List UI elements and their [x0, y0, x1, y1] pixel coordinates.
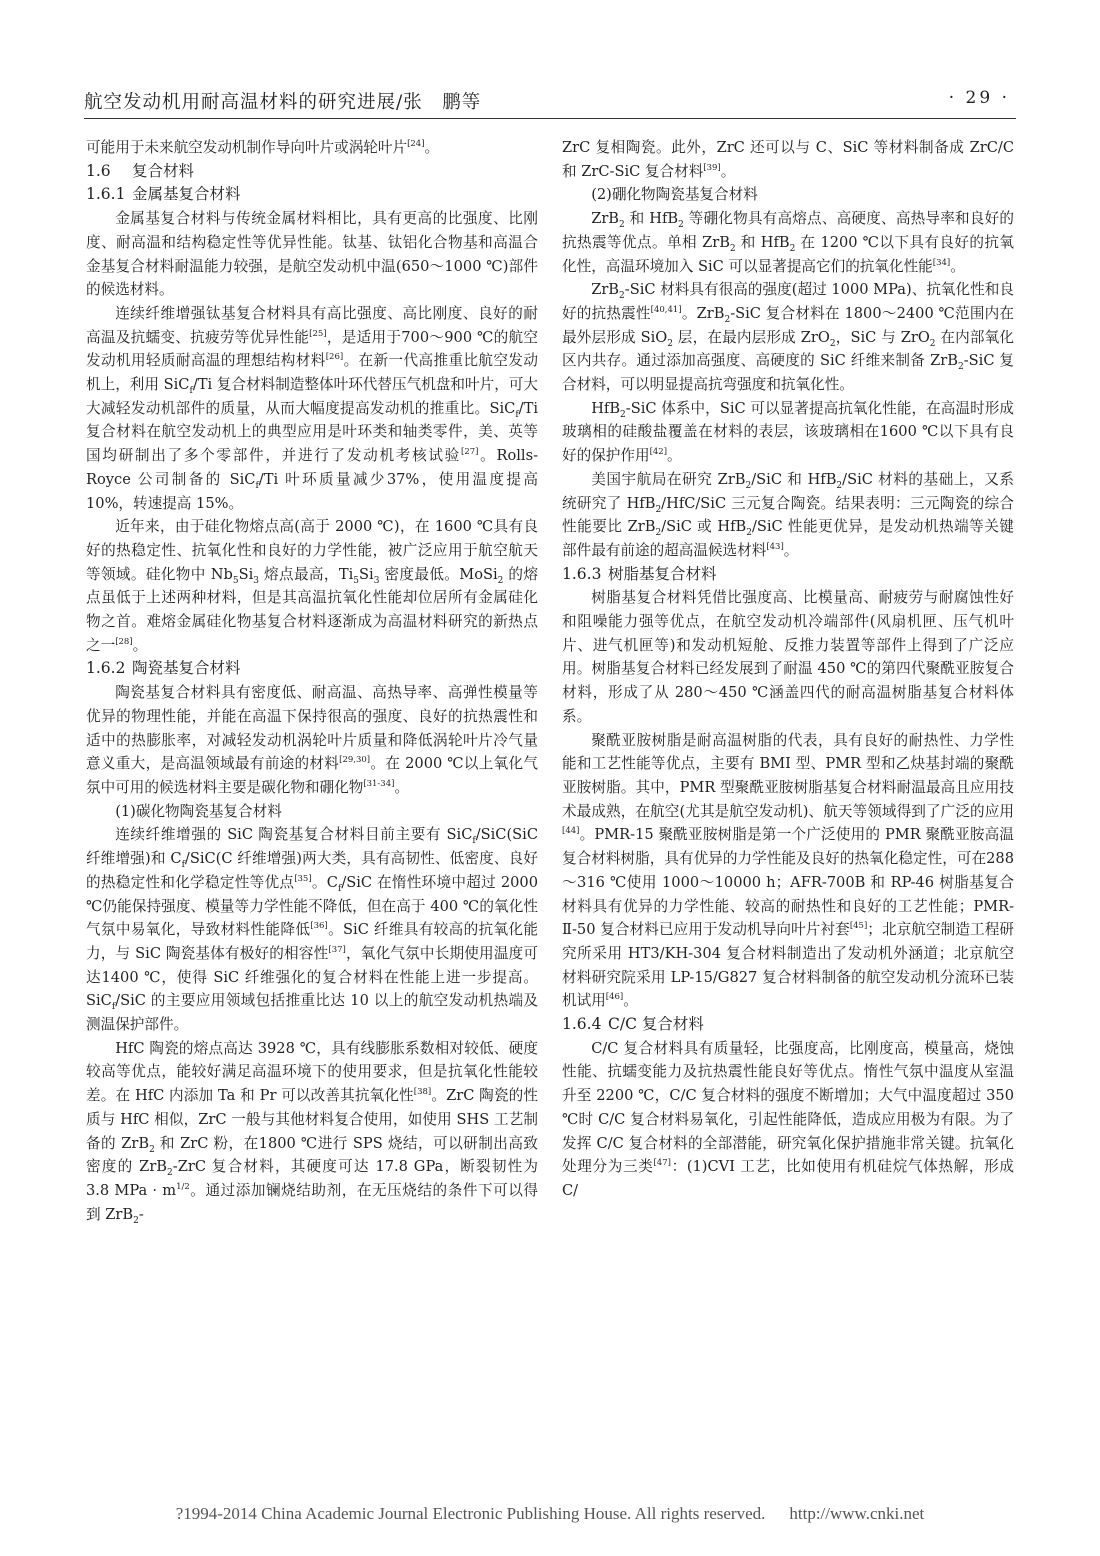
paragraph-polyimide: 聚酰亚胺树脂是耐高温树脂的代表，具有良好的耐热性、力学性能和工艺性能等优点，主要有 BMI 型、PMR 型和乙炔基封端的聚酰亚胺树脂。其中，PMR 型聚酰亚胺树脂基复合材料耐温最高且应用技术最成熟，在航空(尤其是航空发动机)、航天等领域得到了广泛的应用[44]。PMR-15 聚酰亚胺树脂是第一个广泛使用的 PMR 聚酰亚胺高温复合材料树脂，具有优异的力学性能及良好的热氧化稳定性，可在288～316 ℃使用 1000～10000 h；AFR-700B 和 RP-46 树脂基复合材料具有优异的力学性能、较高的耐热性和良好的工艺性能；PMR-Ⅱ-50 复合材料已应用于发动机导向叶片衬套[45]；北京航空制造工程研究所采用 HT3/KH-304 复合材料制造出了发动机外涵道；北京航空材料研究院采用 LP-15/G827 复合材料制备的航空发动机分流环已装机试用[46]。 [562, 731, 1014, 1010]
paragraph-nasa-ternary: 美国宇航局在研究 ZrB$_2$/SiC 和 HfB$_2$/SiC 材料的基础上，又系统研究了 HfB$_2$/HfC/SiC 三元复合陶瓷。结果表明：三元陶瓷的综合性能要比 ZrB$_2$/SiC 或 HfB$_2$/SiC 性能更优异，是发动机热端等关键部件最有前途的超高温候选材料[43]。 [562, 470, 1015, 559]
paragraph-titanium-composites: 连续纤维增强钛基复合材料具有高比强度、高比刚度、良好的耐高温及抗蠕变、抗疲劳等优异性能[25]，是适用于700～900 ℃的航空发动机用轻质耐高温的理想结构材料[26]。在新一代高推重比航空发动机上，利用 SiC$_f$/Ti 复合材料制造整体叶环代替压气机盘和叶片，可大大减轻发动机部件的质量，从而大幅度提高发动机的推重比。SiC$_f$/Ti 复合材料在航空发动机上的典型应用是叶环类和轴类零件，美、英等国均研制出了多个零部件，并进行了发动机考核试验[27]。Rolls-Royce 公司制备的 SiC$_f$/Ti 叶环质量减少37%，使用温度提高 10%，转速提高 15%。 [86, 304, 538, 512]
subheading-boride-ceramics: (2)硼化物陶瓷基复合材料 [591, 186, 758, 204]
paragraph-silicides: 近年来，由于硅化物熔点高(高于 2000 ℃)，在 1600 ℃具有良好的热稳定性、抗氧化性和良好的力学性能，被广泛应用于航空航天等领域。硅化物中 $Nb_5Si_3$ 熔点最高，$Ti_5Si_3$ 密度最低。MoSi$_2$ 的熔点虽低于上述两种材料，但是其高温抗氧化性能却位居所有金属硅化物之首。难熔金属硅化物基复合材料逐渐成为高温材料研究的新热点之一[28]。 [86, 518, 538, 654]
page-number: · 29 · [948, 88, 1010, 108]
running-header [84, 88, 1016, 119]
section-heading-1-6-4: 1.6.4 C/C 复合材料 [562, 1015, 704, 1034]
paragraph-zrb2-sic: ZrB$_2$-SiC 材料具有很高的强度(超过 1000 MPa)、抗氧化性和良好的抗热震性[40,41]。ZrB$_2$-SiC 复合材料在 1800～2400 ℃范围内在最外层形成 SiO$_2$ 层，在最内层形成 ZrO$_2$，SiC 与 ZrO$_2$ 在内部氧化区内共存。通过添加高强度、高硬度的 SiC 纤维来制备 ZrB$_2$-SiC 复合材料，可以明显提高抗弯强度和抗氧化性。 [562, 281, 1015, 394]
paragraph-borides: ZrB$_2$ 和 HfB$_2$ 等硼化物具有高熔点、高硬度、高热导率和良好的抗热震等优点。单相 ZrB$_2$ 和 HfB$_2$ 在 1200 ℃以下具有良好的抗氧化性，高温环境加入 SiC 可以显著提高它们的抗氧化性能[34]。 [562, 210, 1014, 275]
left-column [86, 136, 538, 1226]
paragraph-sic-composites: 连续纤维增强的 SiC 陶瓷基复合材料目前主要有 SiC$_f$/SiC(SiC 纤维增强)和 $C_f/SiC(C$ 纤维增强)两大类，具有高韧性、低密度、良好的热稳定性和化学稳定性等优点[35]。$C_f$/SiC 在惰性环境中超过 2000 ℃仍能保持强度、模量等力学性能不降低，但在高于 400 ℃的氧化性气氛中易氧化，导致材料性能降低[36]。SiC 纤维具有较高的抗氧化能力，与 SiC 陶瓷基体有极好的相容性[37]，氧化气氛中长期使用温度可达1400 ℃，使得 SiC 纤维强化的复合材料在性能上进一步提高。SiC$_f$/SiC 的主要应用领域包括推重比达 10 以上的航空发动机热端及测温保护部件。 [86, 826, 538, 1034]
paragraph-cc-composites: C/C 复合材料具有质量轻，比强度高，比刚度高，模量高，烧蚀性能、抗蠕变能力及抗热震性能良好等优点。惰性气氛中温度从室温升至 2200 ℃，C/C 复合材料的强度不断增加；大气中温度超过 350 ℃时 C/C 复合材料易氧化，引起性能降低，造成应用极为有限。为了发挥 C/C 复合材料的全部潜能，研究氧化保护措施非常关键。抗氧化处理分为三类[47]：(1)CVI 工艺，比如使用有机硅烷气体热解，形成 C/ [562, 1039, 1014, 1199]
paragraph-metal-matrix: 金属基复合材料与传统金属材料相比，具有更高的比强度、比刚度、耐高温和结构稳定性等优异性能。钛基、钛铝化合物基和高温合金基复合材料耐温能力较强，是航空发动机中温(650～1000 ℃)部件的候选材料。 [86, 210, 538, 299]
page-footer [0, 1504, 1100, 1524]
footer-url: http://www.cnki.net [789, 1504, 925, 1523]
right-column [562, 136, 1014, 1203]
section-heading-1-6-3: 1.6.3 树脂基复合材料 [562, 564, 717, 583]
section-heading-1-6-2: 1.6.2 陶瓷基复合材料 [86, 659, 241, 678]
subheading-carbide-ceramics: (1)碳化物陶瓷基复合材料 [115, 802, 282, 820]
paragraph-continued-zrc: ZrC 复相陶瓷。此外，ZrC 还可以与 C、SiC 等材料制备成 ZrC/C 和 ZrC-SiC 复合材料[39]。 [562, 139, 1014, 180]
copyright-notice: ?1994-2014 China Academic Journal Electronic Publishing House. All rights reserved. [175, 1504, 766, 1523]
section-heading-1-6: 1.6 复合材料 [86, 161, 195, 180]
paragraph-hfc-zrc: HfC 陶瓷的熔点高达 3928 ℃，具有线膨胀系数相对较低、硬度较高等优点，能较好满足高温环境下的使用要求，但是抗氧化性能较差。在 HfC 内添加 Ta 和 Pr 可以改善其抗氧化性[38]。ZrC 陶瓷的性质与 HfC 相似，ZrC 一般与其他材料复合使用，如使用 SHS 工艺制备的 ZrB$_2$ 和 ZrC 粉，在1800 ℃进行 SPS 烧结，可以研制出高致密度的 ZrB$_2$-ZrC 复合材料，其硬度可达 17.8 GPa，断裂韧性为 3.8 MPa · $m^{1/2}$。通过添加镧烧结助剂，在无压烧结的条件下可以得到 ZrB$_2$- [86, 1039, 539, 1226]
running-title: 航空发动机用耐高温材料的研究进展/张 鹏等 [84, 92, 482, 113]
paragraph-ceramic-matrix: 陶瓷基复合材料具有密度低、耐高温、高热导率、高弹性模量等优异的物理性能，并能在高温下保持很高的强度、良好的抗热震性和适中的热膨胀率，对减轻发动机涡轮叶片质量和降低涡轮叶片冷气量意义重大，是高温领域最有前途的材料[29,30]。在 2000 ℃以上氧化气氛中可用的候选材料主要是碳化物和硼化物[31-34]。 [86, 684, 538, 796]
section-heading-1-6-1: 1.6.1 金属基复合材料 [86, 185, 241, 204]
paragraph-continued: 可能用于未来航空发动机制作导向叶片或涡轮叶片[24]。 [86, 139, 440, 156]
paragraph-hfb2-sic: HfB$_2$-SiC 体系中，SiC 可以显著提高抗氧化性能，在高温时形成玻璃相的硅酸盐覆盖在材料的表层，该玻璃相在1600 ℃以下具有良好的保护作用[42]。 [562, 399, 1014, 465]
paragraph-resin-matrix: 树脂基复合材料凭借比强度高、比模量高、耐疲劳与耐腐蚀性好和阻噪能力强等优点，在航空发动机冷端部件(风扇机匣、压气机叶片、进气机匣等)和发动机短舱、反推力装置等部件上得到了广泛应用。树脂基复合材料已经发展到了耐温 450 ℃的第四代聚酰亚胺复合材料，形成了从 280～450 ℃涵盖四代的耐高温树脂基复合材料体系。 [562, 589, 1014, 725]
